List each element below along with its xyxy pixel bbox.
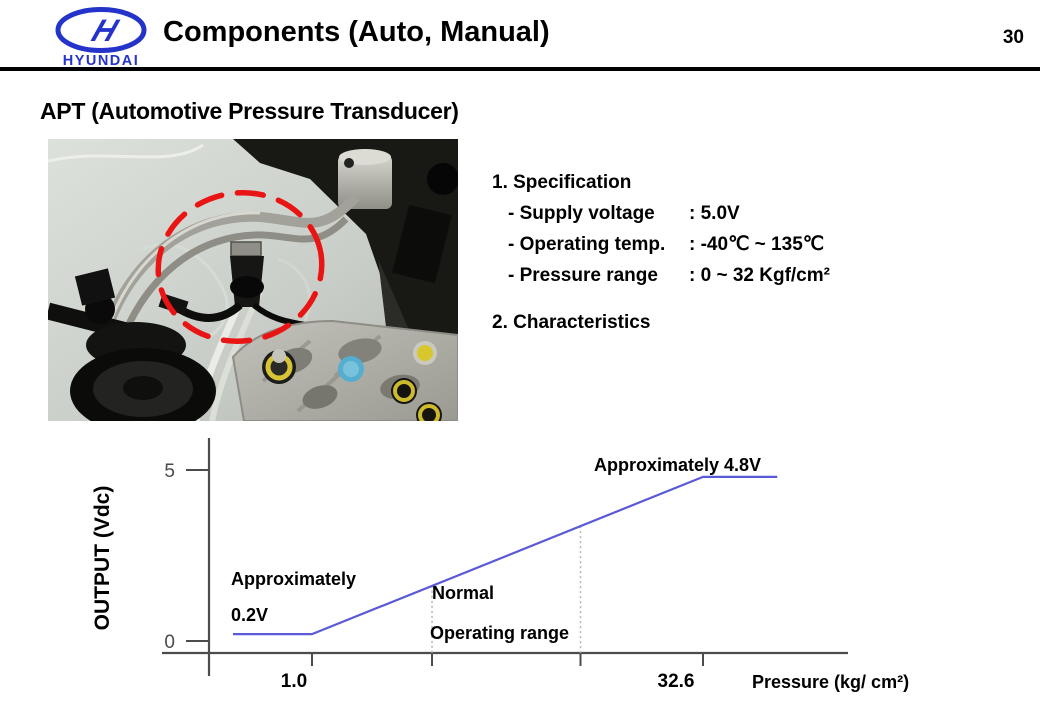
spec-label: - Operating temp. — [508, 234, 666, 255]
dark-hose — [427, 163, 458, 195]
logo-brand-text: HYUNDAI — [62, 53, 140, 67]
annotation-normal-line2: Operating range — [430, 623, 570, 643]
spec-row-operating-temp — [492, 234, 962, 255]
specification-block — [492, 172, 962, 333]
spec-heading: 1. Specification — [492, 172, 632, 193]
spec-row-supply-voltage — [492, 203, 962, 224]
y-tick-label-0: 0 — [164, 632, 175, 653]
svg-text:H: H — [87, 12, 123, 48]
spec-label: - Pressure range — [508, 265, 658, 286]
x-tick-label-1.0: 1.0 — [280, 671, 308, 692]
x-axis-label: Pressure (kg/ cm²) — [752, 672, 910, 692]
annotation-high: Approximately 4.8V — [594, 455, 762, 475]
y-tick-label-5: 5 — [164, 461, 175, 482]
y-axis-label: OUTPUT (Vdc) — [91, 485, 114, 631]
annotation-low-line1: Approximately — [231, 569, 357, 589]
x-tick-label-32.6: 32.6 — [657, 671, 695, 692]
spec-row-pressure-range — [492, 265, 962, 286]
annotation-low-line2: 0.2V — [231, 605, 269, 625]
logo-h-glyph — [87, 13, 123, 48]
spec-value: : 0 ~ 32 Kgf/cm² — [689, 265, 830, 286]
spec-value: : -40℃ ~ 135℃ — [689, 234, 825, 255]
spec-value: : 5.0V — [689, 203, 740, 224]
header-divider — [0, 67, 1040, 71]
blue-paint-mark — [338, 356, 364, 382]
output-curve — [233, 477, 777, 634]
characteristics-heading: 2. Characteristics — [492, 312, 651, 333]
hyundai-logo — [48, 7, 154, 67]
section-title: APT (Automotive Pressure Transducer) — [40, 98, 459, 124]
page-number: 30 — [1002, 27, 1024, 48]
output-vs-pressure-chart — [85, 432, 945, 700]
engine-bay-photo — [48, 139, 458, 421]
annotation-normal-line1: Normal — [432, 583, 495, 603]
page-title: Components (Auto, Manual) — [163, 16, 550, 48]
spec-label: - Supply voltage — [508, 203, 655, 224]
bolt-dark-1 — [391, 378, 417, 404]
bolt-yellow-top — [413, 341, 437, 365]
